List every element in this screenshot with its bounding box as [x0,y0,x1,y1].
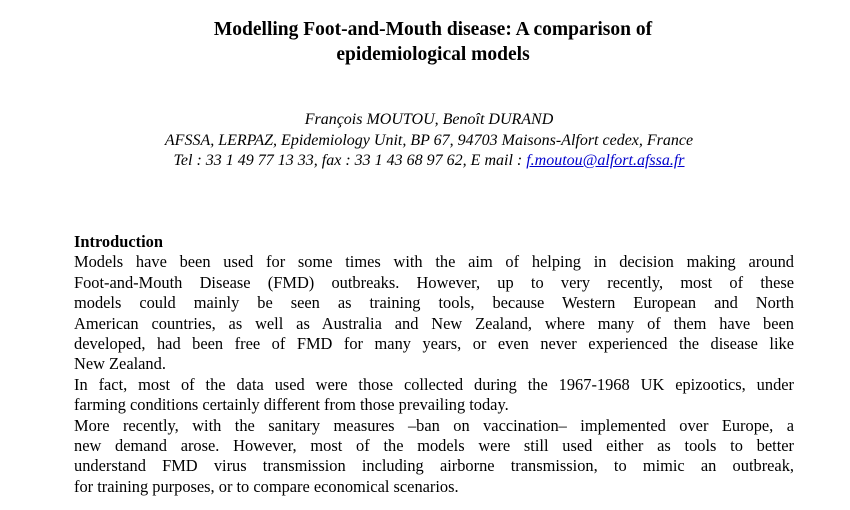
text-line: understand FMD virus transmission including airborne transmission, to mimic an outbreak, [74,456,794,476]
title-line-2: epidemiological models [336,44,530,65]
paragraph-2 [74,375,794,416]
text-line: Foot-and-Mouth Disease (FMD) outbreaks. However, up to very recently, most of these [74,272,794,292]
section-heading: Introduction [74,232,163,251]
author-contact [0,151,850,172]
author-block [0,110,850,172]
text-line: for training purposes, or to compare economical scenarios. [74,476,459,496]
text-line: new demand arose. However, most of the models were still used either as tools to better [74,436,794,456]
email-link[interactable]: f.moutou@alfort.afssa.fr [526,152,685,169]
text-line: models could mainly be seen as training tools, because Western European and North [74,293,794,313]
title-line-1: Modelling Foot-and-Mouth disease: A comparison of [213,19,653,40]
text-line: Models have been used for some times with the aim of helping in decision making around [74,252,794,272]
text-line: New Zealand. [74,354,166,374]
paragraph-1 [74,252,794,374]
contact-phone-fax: Tel : 33 1 49 77 13 33, fax : 33 1 43 68 97 62, E mail : [173,152,527,169]
author-names: François MOUTOU, Benoît DURAND [304,111,554,128]
paragraph-3 [74,416,794,498]
text-line: developed, had been free of FMD for many years, or even never experienced the disease like [74,334,794,354]
text-line: American countries, as well as Australia and New Zealand, where many of them have been [74,313,794,333]
paper-title [0,17,850,67]
text-line: farming conditions certainly different from those prevailing today. [74,395,509,415]
author-affiliation: AFSSA, LERPAZ, Epidemiology Unit, BP 67, 94703 Maisons-Alfort cedex, France [164,131,694,149]
text-line: In fact, most of the data used were those collected during the 1967-1968 UK epizootics, under [74,374,794,394]
introduction-section [74,232,794,497]
text-line: More recently, with the sanitary measures –ban on vaccination– implemented over Europe, a [74,415,794,435]
